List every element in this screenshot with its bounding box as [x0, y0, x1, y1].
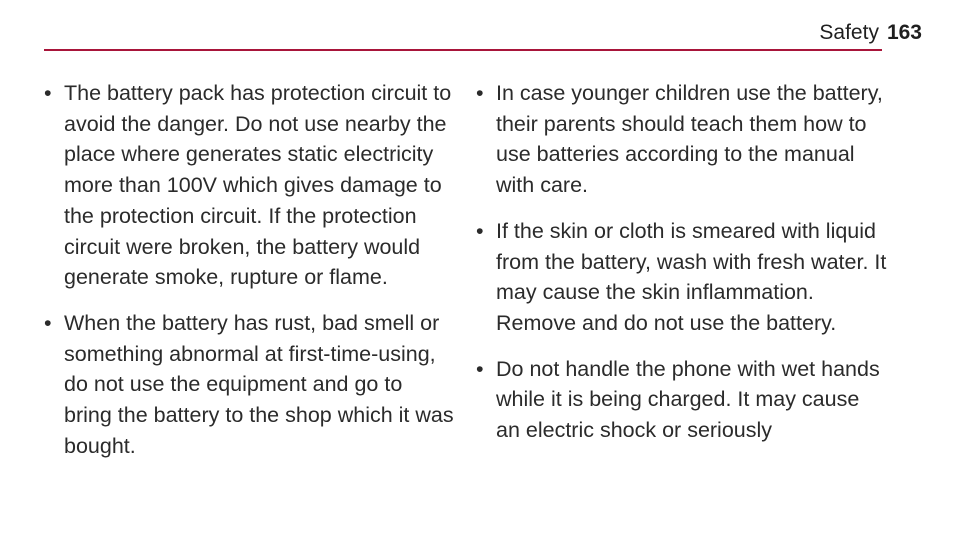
right-column [476, 78, 888, 461]
bullet-item [476, 354, 888, 446]
bullet-text: Do not handle the phone with wet hands while it is being charged. It may cause an electric shock or seriously [496, 356, 880, 443]
bullet-item [476, 78, 888, 201]
bullet-icon: • [476, 356, 484, 381]
page-header [819, 20, 922, 46]
bullet-text: The battery pack has protection circuit to avoid the danger. Do not use nearby the place where generates static electricity more than 100V which gives damage to the protection circuit. If the protection circuit were broken, the battery would generate smoke, rupture or flame. [64, 81, 452, 290]
section-title: Safety [819, 21, 879, 44]
bullet-icon: • [44, 81, 52, 105]
bullet-item [476, 216, 888, 339]
bullet-text: When the battery has rust, bad smell or something abnormal at first-time-using, do not use the equipment and go to bring the battery to the shop which it was bought. [64, 310, 454, 458]
bullet-item [44, 78, 456, 293]
header-divider [44, 49, 882, 51]
page-number: 163 [886, 21, 922, 44]
bullet-text: If the skin or cloth is smeared with liquid from the battery, wash with fresh water. It may cause the skin inflammation. Remove and do not use the battery. [496, 218, 887, 335]
bullet-icon: • [476, 218, 484, 243]
bullet-text: In case younger children use the battery, their parents should teach them how to use batteries according to the manual with care. [496, 81, 883, 198]
bullet-icon: • [44, 310, 52, 335]
bullet-item [44, 308, 456, 462]
bullet-icon: • [476, 81, 484, 105]
left-column [44, 78, 456, 476]
